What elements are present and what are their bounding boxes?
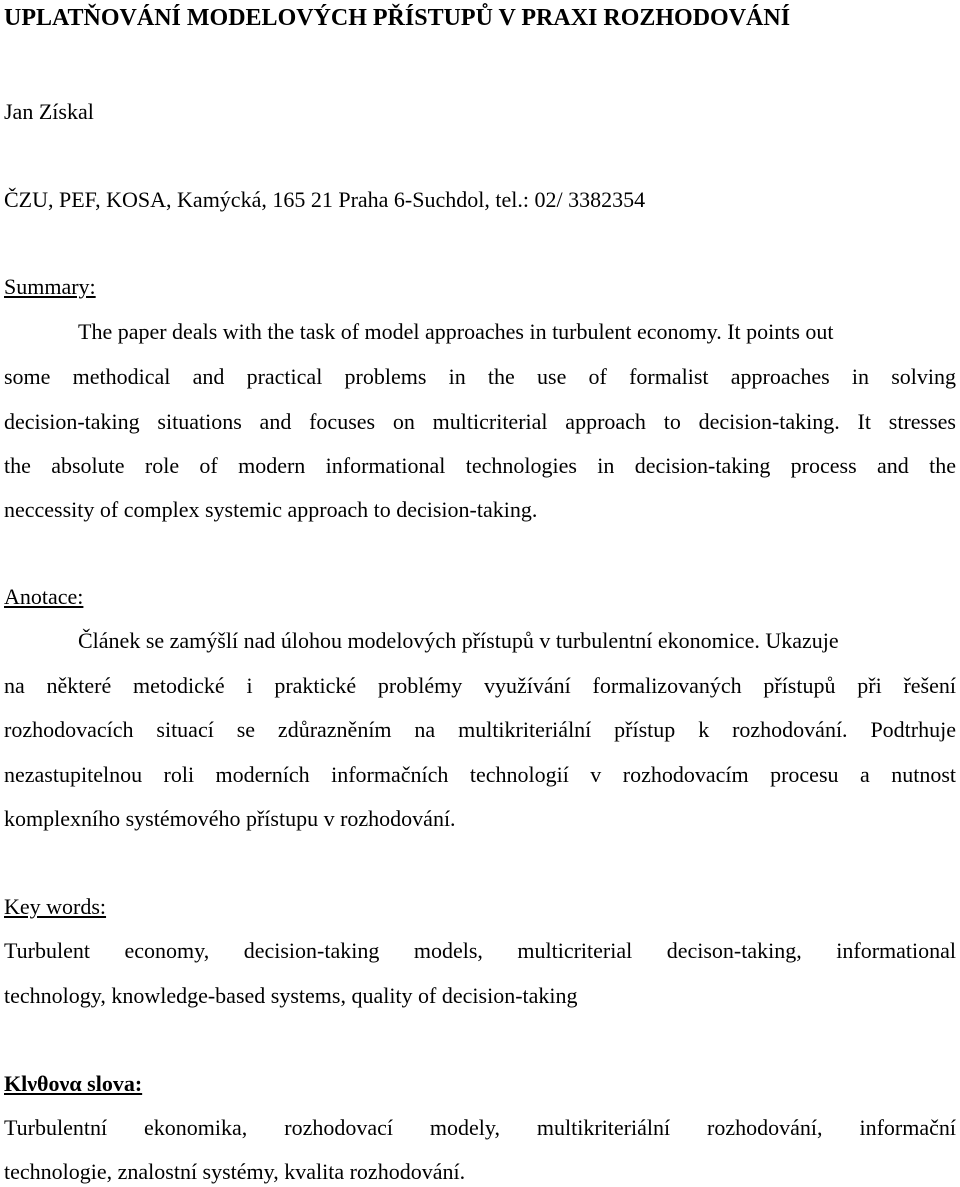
summary-line-4: the absolute role of modern informational technologies in decision-taking process and the <box>4 453 956 478</box>
anotace-line-2: na některé metodické i praktické problémy využívání formalizovaných přístupů při řešení <box>4 673 956 698</box>
keywords-line-1: Turbulent economy, decision-taking models, multicriterial decison-taking, informational <box>4 938 956 963</box>
klicova-slova-line-1: Turbulentní ekonomika, rozhodovací modely, multikriteriální rozhodování, informační <box>4 1115 956 1140</box>
anotace-line-3: rozhodovacích situací se zdůrazněním na multikriteriální přístup k rozhodování. Podtrhuje <box>4 717 956 742</box>
keywords-heading: Key words: <box>4 894 107 919</box>
author-affiliation: ČZU, PEF, KOSA, Kamýcká, 165 21 Praha 6-Suchdol, tel.: 02/ 3382354 <box>4 187 646 212</box>
summary-line-2: some methodical and practical problems in the use of formalist approaches in solving <box>4 364 956 389</box>
paper-title: UPLATŇOVÁNÍ MODELOVÝCH PŘÍSTUPŮ V PRAXI ROZHODOVÁNÍ <box>4 5 791 31</box>
author-name: Jan Získal <box>4 99 94 124</box>
anotace-line-5: komplexního systémového přístupu v rozhodování. <box>4 806 456 831</box>
anotace-heading: Anotace: <box>4 584 84 609</box>
summary-line-1: The paper deals with the task of model approaches in turbulent economy. It points out <box>78 319 834 344</box>
summary-heading: Summary: <box>4 274 96 299</box>
anotace-line-1: Článek se zamýšlí nad úlohou modelových přístupů v turbulentní ekonomice. Ukazuje <box>78 628 839 653</box>
keywords-line-2: technology, knowledge-based systems, quality of decision-taking <box>4 983 578 1008</box>
klicova-slova-line-2: technologie, znalostní systémy, kvalita rozhodování. <box>4 1159 466 1184</box>
summary-line-3: decision-taking situations and focuses on multicriterial approach to decision-taking. It stresses <box>4 409 956 434</box>
anotace-line-4: nezastupitelnou roli moderních informačních technologií v rozhodovacím procesu a nutnost <box>4 762 956 787</box>
klicova-slova-heading: Klνθονα slova: <box>4 1071 143 1096</box>
summary-line-5: neccessity of complex systemic approach to decision-taking. <box>4 497 538 522</box>
